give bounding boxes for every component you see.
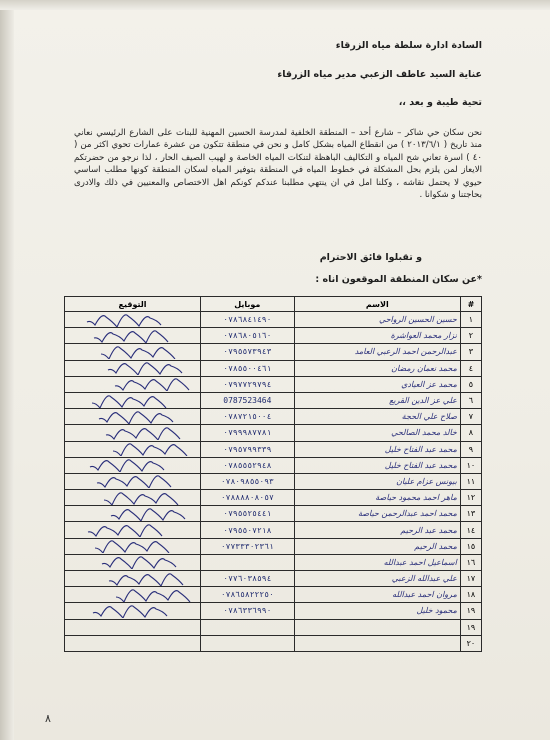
row-signature bbox=[65, 344, 201, 360]
row-signature bbox=[65, 312, 201, 328]
table-row bbox=[65, 409, 482, 425]
row-mobile: ٠٧٨٠٩٨٥٥٠٩٣ bbox=[201, 473, 295, 489]
table-row bbox=[65, 392, 482, 408]
signature-scribble bbox=[77, 555, 197, 569]
table-row bbox=[65, 360, 482, 376]
row-mobile: ٠٧٩٧٧٢٩٧٩٤ bbox=[201, 376, 295, 392]
table-row bbox=[65, 328, 482, 344]
row-signature bbox=[65, 571, 201, 587]
row-mobile: ٠٧٨٧٢١٥٠٠٤ bbox=[201, 409, 295, 425]
row-mobile: ٠٧٩٥٥٢٥٤٤١ bbox=[201, 506, 295, 522]
table-row bbox=[65, 603, 482, 619]
row-num: ١٤ bbox=[460, 522, 481, 538]
row-signature bbox=[65, 490, 201, 506]
row-num: ٥ bbox=[460, 376, 481, 392]
row-mobile: ٠٧٨٦٥٨٢٢٢٥٠ bbox=[201, 587, 295, 603]
row-signature bbox=[65, 587, 201, 603]
header-num: # bbox=[460, 297, 481, 312]
row-signature bbox=[65, 506, 201, 522]
attention-line: عناية السيد عاطف الزعبي مدير مياه الزرقاء bbox=[277, 69, 482, 80]
row-num: ١٧ bbox=[460, 571, 481, 587]
row-num: ١٨ bbox=[460, 587, 481, 603]
row-signature bbox=[65, 425, 201, 441]
signatories-label: *عن سكان المنطقة الموقعون اناه : bbox=[315, 274, 482, 285]
greeting-line: تحية طيبة و بعد ،، bbox=[398, 97, 482, 108]
table-row bbox=[65, 554, 482, 570]
row-mobile: ٠٧٧٣٣٣٠٢٣٦١ bbox=[201, 538, 295, 554]
row-name bbox=[294, 635, 460, 651]
row-name: حسين الحسين الرواحي bbox=[294, 312, 460, 328]
row-name: محمد احمد عبدالرحمن حياصة bbox=[294, 506, 460, 522]
row-mobile bbox=[201, 619, 295, 635]
row-name: محمود خليل bbox=[294, 603, 460, 619]
row-num: ٤ bbox=[460, 360, 481, 376]
row-name: نزار محمد العواشرة bbox=[294, 328, 460, 344]
row-name bbox=[294, 619, 460, 635]
row-num: ١٦ bbox=[460, 554, 481, 570]
row-signature bbox=[65, 457, 201, 473]
row-num: ١ bbox=[460, 312, 481, 328]
row-signature bbox=[65, 376, 201, 392]
signature-scribble bbox=[77, 491, 197, 505]
row-mobile: ٠٧٨٦٨٠٥١٦٠ bbox=[201, 328, 295, 344]
row-mobile: ٠٧٧٦٠٣٨٥٩٤ bbox=[201, 571, 295, 587]
row-mobile: ٠٧٨٦٨٤١٤٩٠ bbox=[201, 312, 295, 328]
signature-scribble bbox=[77, 604, 197, 618]
row-num: ٣ bbox=[460, 344, 481, 360]
row-signature bbox=[65, 522, 201, 538]
signature-scribble bbox=[77, 442, 197, 456]
signature-scribble bbox=[77, 313, 197, 327]
signature-scribble bbox=[77, 507, 197, 521]
signature-scribble bbox=[77, 523, 197, 537]
row-name: عبدالرحمن احمد الرعبي العامد bbox=[294, 344, 460, 360]
row-name: محمد عز العيادي bbox=[294, 376, 460, 392]
row-name: محمد نعمان رمضان bbox=[294, 360, 460, 376]
row-signature bbox=[65, 441, 201, 457]
row-num: ٢ bbox=[460, 328, 481, 344]
row-name: ماهر احمد محمود حياصة bbox=[294, 490, 460, 506]
signature-scribble bbox=[77, 426, 197, 440]
page-number: ٨ bbox=[45, 712, 51, 725]
row-mobile: ٠٧٨٨٨٨٠٨٠٥٧ bbox=[201, 490, 295, 506]
row-num: ٢٠ bbox=[460, 635, 481, 651]
signature-scribble bbox=[77, 377, 197, 391]
signatures-table bbox=[64, 296, 482, 652]
row-signature bbox=[65, 619, 201, 635]
signature-scribble bbox=[77, 329, 197, 343]
table-row bbox=[65, 473, 482, 489]
table-header-row bbox=[65, 297, 482, 312]
signature-scribble bbox=[77, 410, 197, 424]
row-mobile: ٠٧٨٥٥٠٠٤٦١ bbox=[201, 360, 295, 376]
table-row bbox=[65, 635, 482, 651]
header-mobile: موبايل bbox=[201, 297, 295, 312]
row-num: ٩ bbox=[460, 441, 481, 457]
table-row bbox=[65, 425, 482, 441]
row-signature bbox=[65, 554, 201, 570]
row-num: ١٣ bbox=[460, 506, 481, 522]
row-num: ١٠ bbox=[460, 457, 481, 473]
row-num: ١٥ bbox=[460, 538, 481, 554]
row-name: بيونس عزام عليان bbox=[294, 473, 460, 489]
row-signature bbox=[65, 635, 201, 651]
table-row bbox=[65, 457, 482, 473]
signature-scribble bbox=[77, 474, 197, 488]
signature-scribble bbox=[77, 539, 197, 553]
row-mobile: ٠٧٩٩٩٨٧٧٨١ bbox=[201, 425, 295, 441]
row-num: ٦ bbox=[460, 392, 481, 408]
row-name: علي عبدالله الزعبي bbox=[294, 571, 460, 587]
recipient-line: السادة ادارة سلطة مياه الزرقاء bbox=[335, 40, 482, 51]
row-mobile bbox=[201, 554, 295, 570]
row-num: ١١ bbox=[460, 473, 481, 489]
row-name: محمد الرحيم bbox=[294, 538, 460, 554]
row-num: ١٢ bbox=[460, 490, 481, 506]
row-num: ١٩ bbox=[460, 603, 481, 619]
table-row bbox=[65, 587, 482, 603]
row-mobile: ٠٧٩٥٧٩٩٣٣٩ bbox=[201, 441, 295, 457]
row-signature bbox=[65, 392, 201, 408]
table-row bbox=[65, 490, 482, 506]
signature-scribble bbox=[77, 458, 197, 472]
letter-body: نحن سكان حي شاكر – شارع أحد – المنطقة الخلفية لمدرسة الحسين المهنية للبنات على الشارع الرئيسي نعاني منذ تاريخ ( ٢٠١٣/٦/١ ) من انقطاع المياه بشكل كامل و نحن في منطقة تتكون من عشرة عمارات تحوي اكثر من ( ٤٠ ) اسرة تعاني شح المياه و التكاليف الباهظة لتنكات المياه الخاصة و لهيب الصيف الحار ، لذا نرجو من حضرتكم الايعاز لمن يلزم بحل المشكلة في خطوط المياه في المنطقة بتوفير المياه لسكان المنطقة كونها مطلب اساسي حيوي لا يحتمل نقاشه ، وكلنا امل في ان ينتهي مطلبنا عندكم كونكم اهل الاختصاص والمعنيين في ذلك والادرى بحاجتنا و شكوانا . bbox=[74, 128, 482, 201]
signature-scribble bbox=[77, 345, 197, 359]
table-row bbox=[65, 522, 482, 538]
row-name: علي عز الدين القريع bbox=[294, 392, 460, 408]
signature-scribble bbox=[77, 394, 197, 408]
table-row bbox=[65, 571, 482, 587]
table-row bbox=[65, 506, 482, 522]
table-row bbox=[65, 312, 482, 328]
signature-scribble bbox=[77, 361, 197, 375]
row-name: محمد عبد الفتاح خليل bbox=[294, 457, 460, 473]
row-name: مروان احمد عبدالله bbox=[294, 587, 460, 603]
row-signature bbox=[65, 473, 201, 489]
row-signature bbox=[65, 538, 201, 554]
row-mobile bbox=[201, 635, 295, 651]
row-signature bbox=[65, 328, 201, 344]
row-name: محمد عبد الفتاح خليل bbox=[294, 441, 460, 457]
page-shadow-left bbox=[0, 0, 14, 740]
table-row bbox=[65, 619, 482, 635]
table-row bbox=[65, 538, 482, 554]
row-name: اسماعيل احمد عبدالله bbox=[294, 554, 460, 570]
signature-scribble bbox=[77, 588, 197, 602]
row-signature bbox=[65, 603, 201, 619]
row-mobile: ٠٧٨٦٣٣٦٩٩٠ bbox=[201, 603, 295, 619]
row-num: ١٩ bbox=[460, 619, 481, 635]
row-name: محمد عبد الرحيم bbox=[294, 522, 460, 538]
signature-scribble bbox=[77, 572, 197, 586]
row-signature bbox=[65, 409, 201, 425]
row-name: خالد محمد الصالحي bbox=[294, 425, 460, 441]
row-mobile: ٠٧٩٥٥٠٧٢١٨ bbox=[201, 522, 295, 538]
row-num: ٨ bbox=[460, 425, 481, 441]
row-mobile: ٠٧٩٥٥٧٣٩٤٣ bbox=[201, 344, 295, 360]
row-num: ٧ bbox=[460, 409, 481, 425]
table-row bbox=[65, 441, 482, 457]
row-mobile: 0787523464 bbox=[201, 392, 295, 408]
closing-line: و تقبلوا فائق الاحترام bbox=[319, 252, 422, 263]
header-name: الاسم bbox=[294, 297, 460, 312]
header-signature: التوقيع bbox=[65, 297, 201, 312]
table-row bbox=[65, 376, 482, 392]
row-mobile: ٠٧٨٥٥٥٢٩٤٨ bbox=[201, 457, 295, 473]
table-row bbox=[65, 344, 482, 360]
row-signature bbox=[65, 360, 201, 376]
page-shadow-top bbox=[0, 0, 550, 10]
row-name: صلاح علي الحجة bbox=[294, 409, 460, 425]
